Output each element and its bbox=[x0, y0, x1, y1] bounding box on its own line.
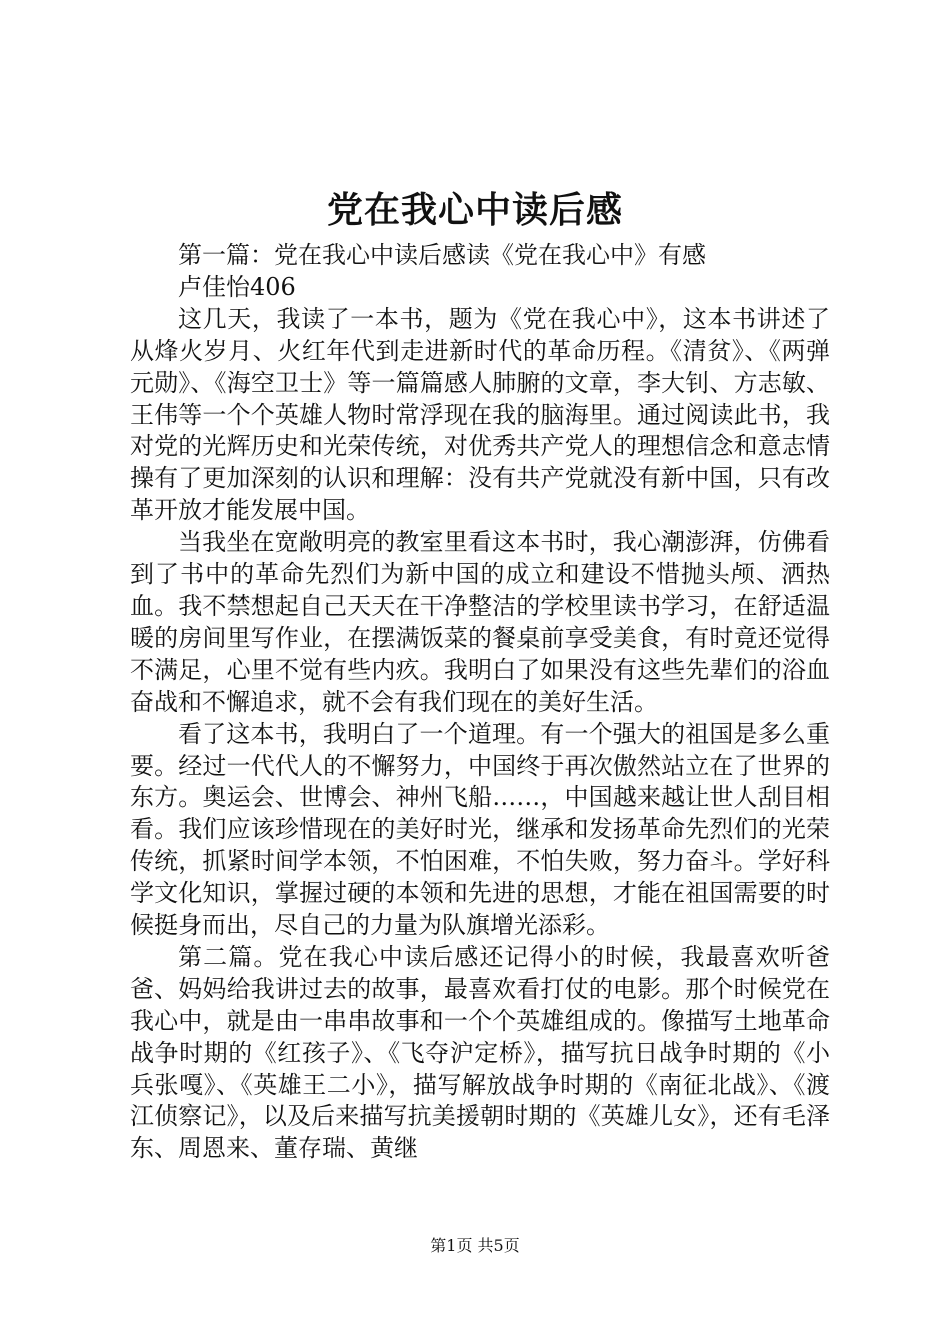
document-title: 党在我心中读后感 bbox=[326, 189, 623, 231]
document-body bbox=[130, 240, 830, 1165]
paragraph: 第二篇。党在我心中读后感还记得小的时候，我最喜欢听爸爸、妈妈给我讲过去的故事，最喜欢看打仗的电影。那个时候党在我心中，就是由一串串故事和一个个英雄组成的。像描写土地革命战争时期的《红孩子》、《飞夺沪定桥》，描写抗日战争时期的《小兵张嘎》、《英雄王二小》，描写解放战争时期的《南征北战》、《渡江侦察记》，以及后来描写抗美援朝时期的《英雄儿女》，还有毛泽东、周恩来、董存瑞、黄继 bbox=[130, 942, 830, 1163]
page-number-footer: 第1页 共5页 bbox=[430, 1236, 520, 1255]
paragraph: 这几天，我读了一本书，题为《党在我心中》，这本书讲述了从烽火岁月、火红年代到走进新时代的革命历程。《清贫》、《两弹元勋》、《海空卫士》等一篇篇感人肺腑的文章，李大钊、方志敏、王伟等一个个英雄人物时常浮现在我的脑海里。通过阅读此书，我对党的光辉历史和光荣传统，对优秀共产党人的理想信念和意志情操有了更加深刻的认识和理解：没有共产党就没有新中国，只有改革开放才能发展中国。 bbox=[130, 304, 830, 525]
paragraph: 当我坐在宽敞明亮的教室里看这本书时，我心潮澎湃，仿佛看到了书中的革命先烈们为新中国的成立和建设不惜抛头颅、洒热血。我不禁想起自己天天在干净整洁的学校里读书学习，在舒适温暖的房间里写作业，在摆满饭菜的餐桌前享受美食，有时竟还觉得不满足，心里不觉有些内疚。我明白了如果没有这些先辈们的浴血奋战和不懈追求，就不会有我们现在的美好生活。 bbox=[130, 528, 830, 716]
section-heading: 第一篇：党在我心中读后感读《党在我心中》有感 bbox=[178, 241, 706, 269]
paragraph: 看了这本书，我明白了一个道理。有一个强大的祖国是多么重要。经过一代代人的不懈努力，中国终于再次傲然站立在了世界的东方。奥运会、世博会、神州飞船……，中国越来越让世人刮目相看。我们应该珍惜现在的美好时光，继承和发扬革命先烈们的光荣传统，抓紧时间学本领，不怕困难，不怕失败，努力奋斗。学好科学文化知识，掌握过硬的本领和先进的思想，才能在祖国需要的时候挺身而出，尽自己的力量为队旗增光添彩。 bbox=[130, 719, 830, 940]
author-line: 卢佳怡406 bbox=[178, 272, 296, 301]
